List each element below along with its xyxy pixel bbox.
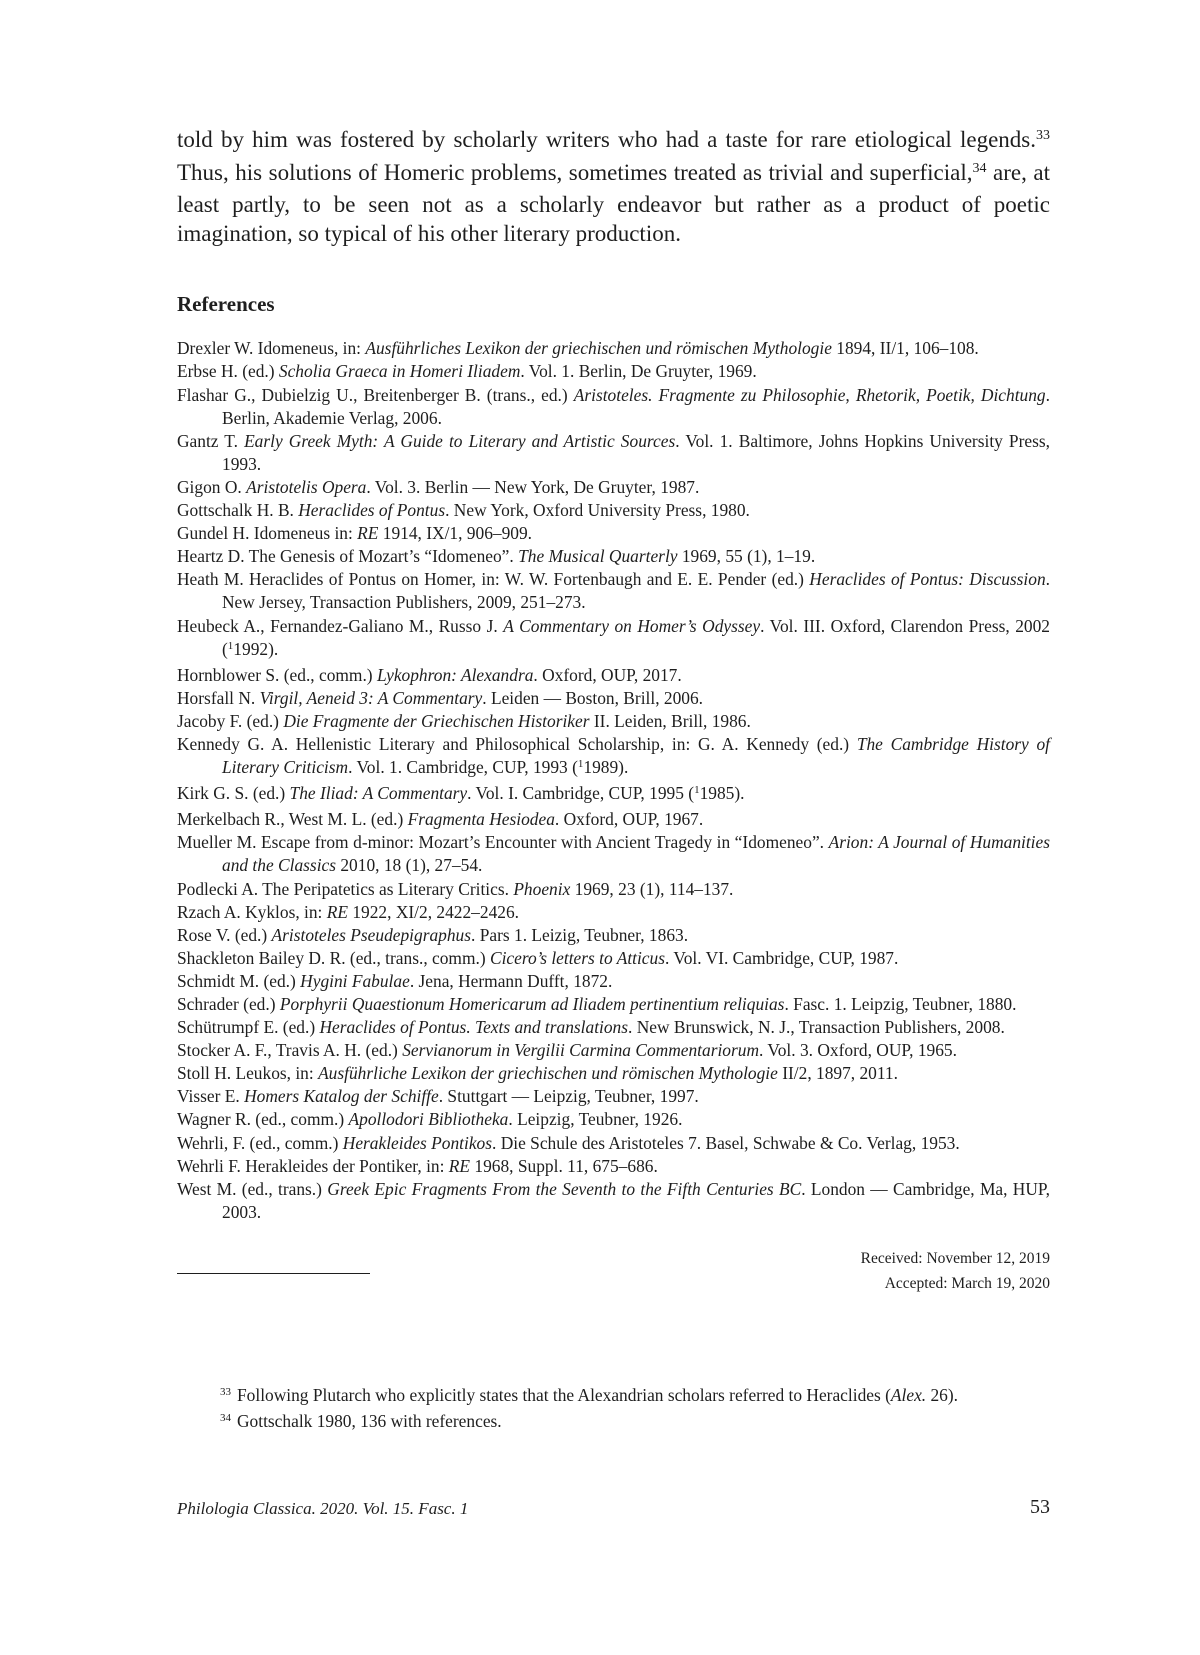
reference-text: 1968, Suppl. 11, 675–686. <box>470 1155 658 1176</box>
reference-item <box>177 970 1050 993</box>
reference-title: Die Fragmente der Griechischen Historiker <box>283 710 590 731</box>
reference-text: 1922, XI/2, 2422–2426. <box>348 901 520 922</box>
reference-text: . Vol. 3. Oxford, OUP, 1965. <box>759 1040 957 1061</box>
body-paragraph <box>177 126 1050 248</box>
reference-item <box>177 499 1050 522</box>
body-text-part: are, at least partly, to be seen not as a scholarly endeavor but rather as a product of poetic imagination, so typical of his other literary production. <box>177 159 1050 246</box>
reference-title: Fragmenta Hesiodea <box>407 809 555 830</box>
reference-text: . Fasc. 1. Leipzig, Teubner, 1880. <box>784 994 1017 1014</box>
reference-item <box>177 808 1050 831</box>
reference-text: . New York, Oxford University Press, 1980. <box>445 500 750 521</box>
reference-text: Heubeck A., Fernandez-Galiano M., Russo J. <box>177 615 504 636</box>
reference-text: . Vol. III. Oxford, Clarendon Press, 2002 ( <box>222 615 1051 659</box>
footnote-italic: Alex. <box>890 1385 927 1405</box>
reference-title: Arion: A Journal of Humanities and the Classics <box>222 832 1051 876</box>
reference-title: The Cambridge History of Literary Criticism <box>222 733 1050 778</box>
accepted-date: Accepted: March 19, 2020 <box>884 1275 1050 1293</box>
reference-title: Scholia Graeca in Homeri Iliadem <box>278 361 521 382</box>
reference-title: Herakleides Pontikos <box>342 1132 492 1153</box>
footnote-separator <box>177 1273 370 1274</box>
reference-title: Hygini Fabulae <box>300 970 410 991</box>
reference-text: . Vol. 1. Cambridge, CUP, 1993 ( <box>348 757 578 778</box>
reference-text: . Vol. 1. Berlin, De Gruyter, 1969. <box>520 361 757 382</box>
reference-text: Kennedy G. A. Hellenistic Literary and Philosophical Scholarship, in: G. A. Kennedy (ed.) <box>177 733 857 754</box>
reference-title: Early Greek Myth: A Guide to Literary and Artistic Sources <box>244 430 676 451</box>
reference-item <box>177 1132 1050 1155</box>
reference-title: Greek Epic Fragments From the Seventh to the Fifth Centuries BC <box>327 1178 802 1199</box>
reference-text: Gottschalk H. B. <box>177 500 299 521</box>
reference-item <box>177 664 1050 687</box>
reference-title: RE <box>357 523 379 544</box>
reference-text: Hornblower S. (ed., comm.) <box>177 664 377 685</box>
reference-text: . Vol. I. Cambridge, CUP, 1995 ( <box>467 783 695 804</box>
reference-title: Heraclides of Pontus. Texts and translations <box>319 1017 629 1038</box>
reference-item <box>177 1085 1050 1108</box>
references-list <box>177 337 1050 1224</box>
reference-text: . Berlin, Akademie Verlag, 2006. <box>222 384 1050 428</box>
footnote-text: Following Plutarch who explicitly states that the Alexandrian scholars referred to Heraclides ( <box>237 1385 891 1405</box>
reference-text: 1989). <box>583 757 629 778</box>
reference-title: Aristoteles. Fragmente zu Philosophie, Rhetorik, Poetik, Dichtung <box>573 384 1046 405</box>
reference-title: The Musical Quarterly <box>518 546 678 567</box>
reference-item <box>177 545 1050 568</box>
reference-text: 2010, 18 (1), 27–54. <box>336 855 483 876</box>
reference-title: Virgil, Aeneid 3: A Commentary <box>259 687 483 708</box>
reference-text: Heath M. Heraclides of Pontus on Homer, in: W. W. Fortenbaugh and E. E. Pender (ed.) <box>177 569 810 590</box>
reference-item <box>177 1039 1050 1062</box>
body-text-part: told by him was fostered by scholarly writers who had a taste for rare etiological legends. <box>177 127 1036 152</box>
reference-text: . New Brunswick, N. J., Transaction Publishers, 2008. <box>628 1017 1005 1038</box>
reference-item <box>177 782 1050 808</box>
page-number: 53 <box>1030 1496 1050 1518</box>
reference-item <box>177 993 1050 1016</box>
reference-text: West M. (ed., trans.) <box>177 1178 328 1199</box>
reference-title: Aristotelis Opera <box>246 476 367 497</box>
reference-text: . Vol. VI. Cambridge, CUP, 1987. <box>665 947 899 968</box>
reference-item <box>177 384 1050 430</box>
reference-title: RE <box>326 901 348 922</box>
reference-item <box>177 878 1050 901</box>
reference-text: Gantz T. <box>177 430 245 451</box>
reference-title: Porphyrii Quaestionum Homericarum ad Iliadem pertinentium reliquias <box>279 994 785 1014</box>
reference-text: Gundel H. Idomeneus in: <box>177 523 358 544</box>
reference-edition-sup: 1 <box>577 758 584 771</box>
reference-text: 1969, 55 (1), 1–19. <box>677 546 816 567</box>
reference-text: 1985). <box>699 783 745 804</box>
reference-item <box>177 1178 1050 1224</box>
reference-item <box>177 360 1050 383</box>
reference-item <box>177 831 1050 877</box>
reference-text: Rzach A. Kyklos, in: <box>177 901 327 922</box>
reference-text: Wehrli, F. (ed., comm.) <box>177 1132 343 1153</box>
reference-title: Ausführliches Lexikon der griechischen und römischen Mythologie <box>365 338 832 359</box>
reference-item <box>177 1016 1050 1039</box>
reference-text: . Oxford, OUP, 2017. <box>533 664 682 685</box>
reference-title: Heraclides of Pontus: Discussion <box>809 569 1046 590</box>
footnote-ref-33[interactable]: 33 <box>1036 128 1050 143</box>
reference-text: Stoll H. Leukos, in: <box>177 1063 319 1084</box>
reference-title: Heraclides of Pontus <box>298 500 446 521</box>
reference-text: Stocker A. F., Travis A. H. (ed.) <box>177 1040 403 1061</box>
received-date: Received: November 12, 2019 <box>860 1249 1050 1267</box>
reference-title: RE <box>448 1155 471 1176</box>
reference-text: . Oxford, OUP, 1967. <box>554 809 704 830</box>
reference-text: Mueller M. Escape from d-minor: Mozart’s Encounter with Ancient Tragedy in “Idomeneo”. <box>177 832 829 853</box>
reference-item <box>177 924 1050 947</box>
reference-item <box>177 710 1050 733</box>
reference-text: Schütrumpf E. (ed.) <box>177 1017 320 1038</box>
footnote-number: 34 <box>220 1412 231 1424</box>
body-text-part: Thus, his solutions of Homeric problems, sometimes treated as trivial and superficial, <box>177 159 973 185</box>
reference-item <box>177 687 1050 710</box>
reference-text: 1992). <box>233 638 279 659</box>
reference-text: Visser E. <box>177 1086 245 1107</box>
reference-text: . Die Schule des Aristoteles 7. Basel, Schwabe & Co. Verlag, 1953. <box>492 1132 960 1153</box>
reference-text: II/2, 1897, 2011. <box>777 1063 898 1084</box>
reference-title: Servianorum in Vergilii Carmina Commentariorum <box>402 1040 760 1061</box>
reference-text: Merkelbach R., West M. L. (ed.) <box>177 809 408 830</box>
reference-title: Apollodori Bibliotheka <box>348 1109 509 1130</box>
reference-title: A Commentary on Homer’s Odyssey <box>503 615 761 636</box>
reference-item <box>177 337 1050 360</box>
reference-text: Horsfall N. <box>177 687 260 708</box>
reference-text: Shackleton Bailey D. R. (ed., trans., comm.) <box>177 947 490 968</box>
reference-title: Aristoteles Pseudepigraphus <box>271 924 472 945</box>
reference-title: Homers Katalog der Schiffe <box>244 1086 439 1107</box>
reference-text: Wehrli F. Herakleides der Pontiker, in: <box>177 1155 449 1176</box>
reference-text: 1969, 23 (1), 114–137. <box>570 878 734 899</box>
reference-text: Podlecki A. The Peripatetics as Literary Critics. <box>177 878 514 899</box>
reference-text: . Stuttgart — Leipzig, Teubner, 1997. <box>438 1086 699 1107</box>
reference-text: . London — Cambridge, Ma, HUP, 2003. <box>222 1178 1051 1222</box>
reference-item <box>177 901 1050 924</box>
reference-item <box>177 568 1050 614</box>
reference-item <box>177 1155 1050 1178</box>
references-heading: References <box>177 292 275 317</box>
reference-item <box>177 430 1050 476</box>
reference-text: . Leipzig, Teubner, 1926. <box>508 1109 683 1130</box>
reference-text: Flashar G., Dubielzig U., Breitenberger B. (trans., ed.) <box>177 384 574 405</box>
reference-title: The Iliad: A Commentary <box>289 783 468 804</box>
reference-item <box>177 733 1050 782</box>
submission-dates <box>177 1246 1050 1297</box>
footnote-number: 33 <box>220 1386 231 1398</box>
footnote-text: 26). <box>926 1385 959 1405</box>
reference-text: Heartz D. The Genesis of Mozart’s “Idomeneo”. <box>177 546 519 567</box>
journal-citation: Philologia Classica. 2020. Vol. 15. Fasc. 1 <box>177 1499 469 1518</box>
reference-text: . Jena, Hermann Dufft, 1872. <box>409 970 613 991</box>
page-content <box>177 126 1050 1297</box>
reference-text: Kirk G. S. (ed.) <box>177 783 290 804</box>
reference-item <box>177 476 1050 499</box>
footnotes <box>177 1384 1050 1436</box>
reference-title: Cicero’s letters to Atticus <box>489 947 665 968</box>
footnote-34 <box>177 1410 1050 1436</box>
reference-text: 1894, II/1, 106–108. <box>831 338 979 359</box>
reference-item <box>177 1062 1050 1085</box>
reference-text: Erbse H. (ed.) <box>177 361 279 382</box>
reference-text: Gigon O. <box>177 476 247 497</box>
reference-edition-sup: 1 <box>227 639 234 652</box>
reference-text: Rose V. (ed.) <box>177 924 272 945</box>
reference-text: Schmidt M. (ed.) <box>177 970 301 991</box>
reference-item <box>177 615 1050 664</box>
footnote-ref-34[interactable]: 34 <box>972 160 987 176</box>
reference-text: Schrader (ed.) <box>177 994 280 1014</box>
reference-item <box>177 1108 1050 1131</box>
reference-title: Lykophron: Alexandra <box>376 664 534 685</box>
reference-text: . Vol. 3. Berlin — New York, De Gruyter, 1987. <box>366 476 700 497</box>
reference-text: . Vol. 1. Baltimore, Johns Hopkins University Press, 1993. <box>222 430 1050 474</box>
reference-title: Ausführliche Lexikon der griechischen und römischen Mythologie <box>318 1063 778 1084</box>
reference-item <box>177 522 1050 545</box>
reference-text: . Pars 1. Leizig, Teubner, 1863. <box>471 924 689 945</box>
footnote-text: Gottschalk 1980, 136 with references. <box>237 1411 502 1431</box>
reference-title: Phoenix <box>513 878 571 899</box>
reference-text: Jacoby F. (ed.) <box>177 710 284 731</box>
reference-text: . Leiden — Boston, Brill, 2006. <box>482 687 704 708</box>
reference-text: . New Jersey, Transaction Publishers, 2009, 251–273. <box>222 569 1051 613</box>
reference-text: II. Leiden, Brill, 1986. <box>589 710 751 731</box>
footnote-33 <box>177 1384 1050 1410</box>
reference-edition-sup: 1 <box>694 784 700 797</box>
reference-text: 1914, IX/1, 906–909. <box>378 523 533 544</box>
reference-text: Wagner R. (ed., comm.) <box>177 1109 349 1130</box>
reference-item <box>177 947 1050 970</box>
reference-text: Drexler W. Idomeneus, in: <box>177 338 366 359</box>
